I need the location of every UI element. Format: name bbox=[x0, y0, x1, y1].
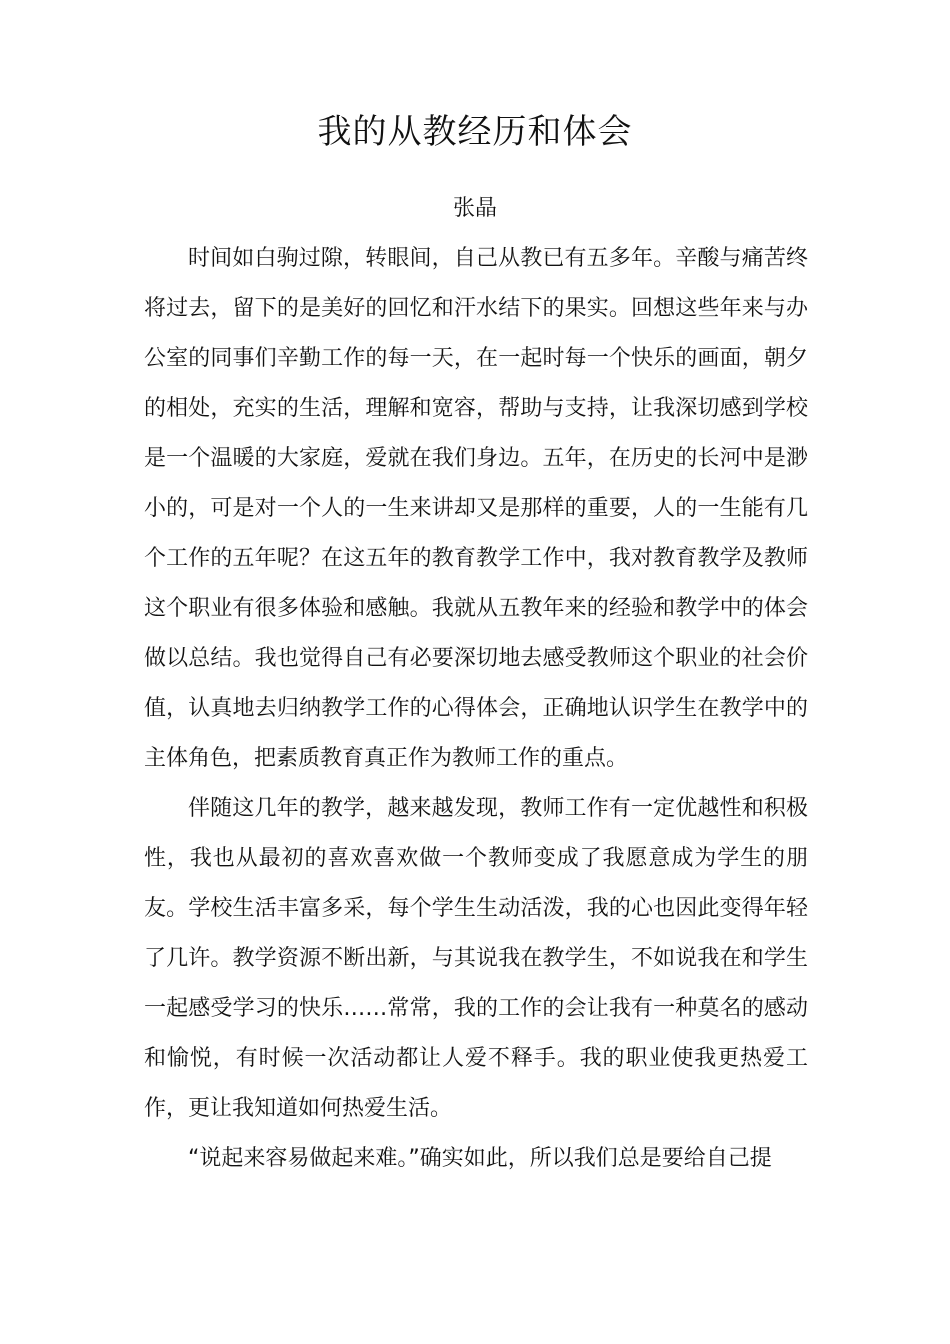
document-body bbox=[144, 234, 808, 1184]
paragraph: 时间如白驹过隙，转眼间，自己从教已有五多年。辛酸与痛苦终将过去，留下的是美好的回忆和汗水结下的果实。回想这些年来与办公室的同事们辛勤工作的每一天，在一起时每一个快乐的画面，朝夕的相处，充实的生活，理解和宽容，帮助与支持，让我深切感到学校是一个温暖的大家庭，爱就在我们身边。五年，在历史的长河中是渺小的，可是对一个人的一生来讲却又是那样的重要，人的一生能有几个工作的五年呢？在这五年的教育教学工作中，我对教育教学及教师这个职业有很多体验和感触。我就从五教年来的经验和教学中的体会做以总结。我也觉得自己有必要深切地去感受教师这个职业的社会价值，认真地去归纳教学工作的心得体会，正确地认识学生在教学中的主体角色，把素质教育真正作为教师工作的重点。 bbox=[144, 246, 808, 771]
paragraph: 伴随这几年的教学，越来越发现，教师工作有一定优越性和积极性，我也从最初的喜欢喜欢做一个教师变成了我愿意成为学生的朋友。学校生活丰富多采，每个学生生动活泼，我的心也因此变得年轻了几许。教学资源不断出新，与其说我在教学生，不如说我在和学生一起感受学习的快乐……常常，我的工作的会让我有一种莫名的感动和愉悦，有时候一次活动都让人爱不释手。我的职业使我更热爱工作，更让我知道如何热爱生活。 bbox=[144, 796, 808, 1121]
document-author: 张晶 bbox=[452, 196, 497, 221]
document-title: 我的从教经历和体会 bbox=[317, 112, 633, 152]
paragraph: “说起来容易做起来难。”确实如此，所以我们总是要给自己提 bbox=[188, 1146, 772, 1171]
